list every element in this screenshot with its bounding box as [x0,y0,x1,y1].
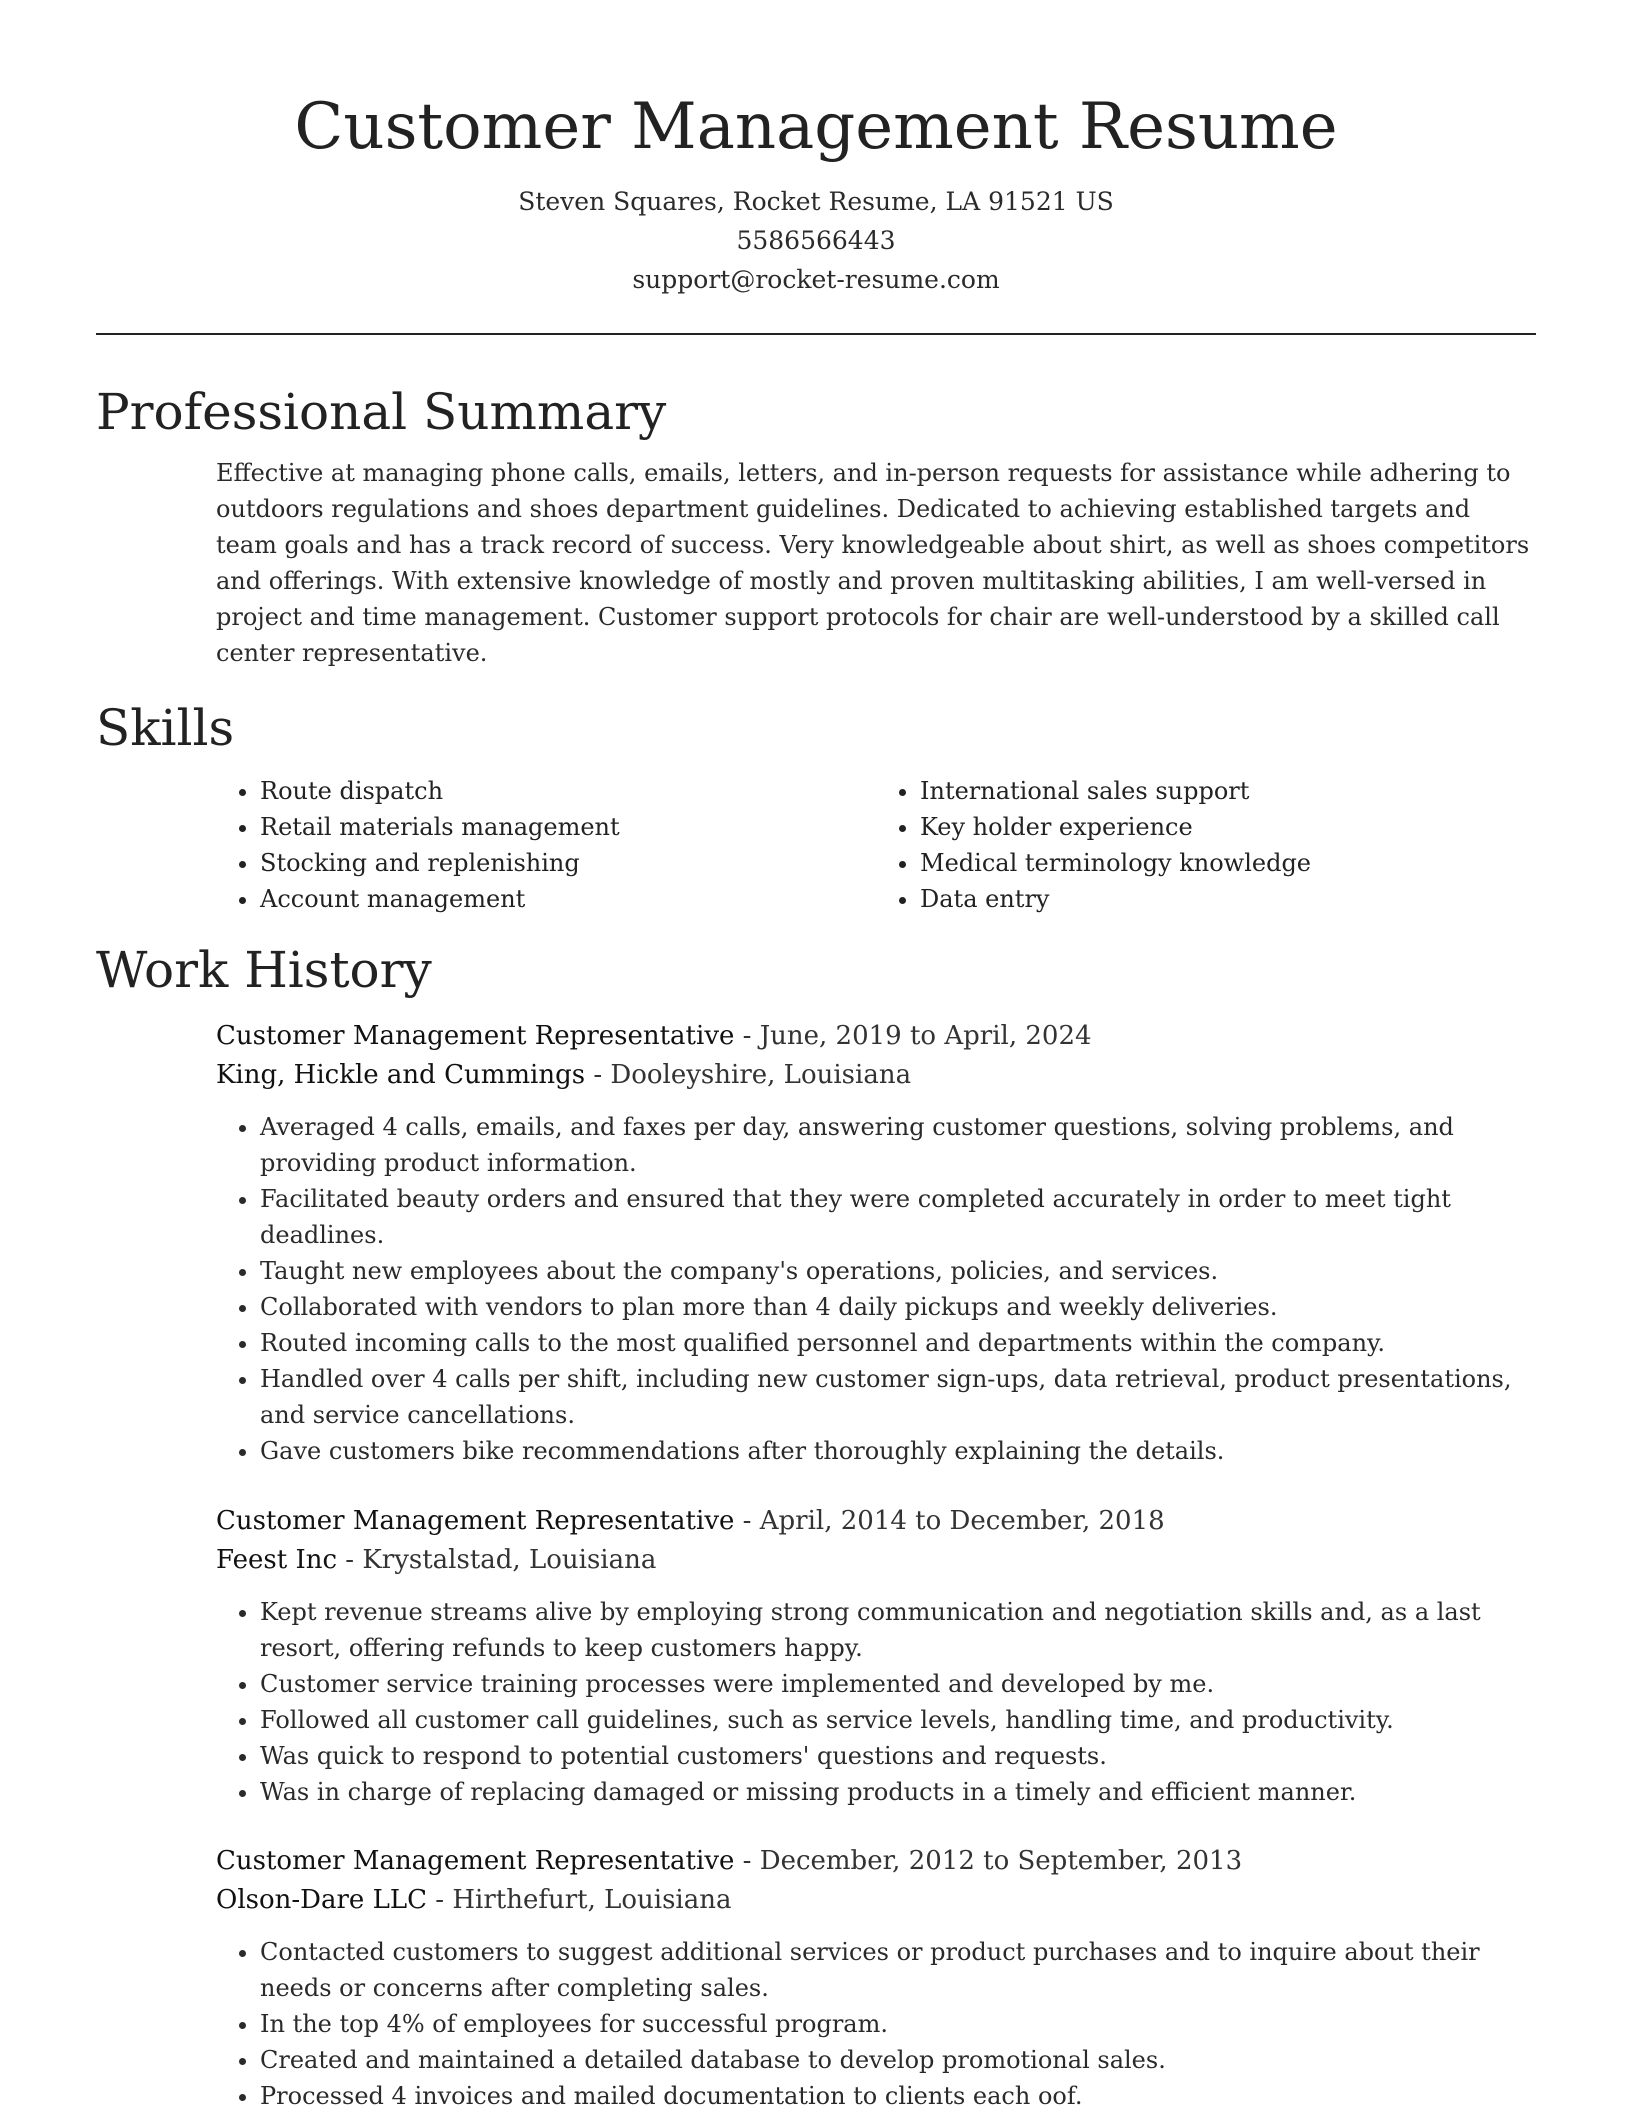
job-bullet: • Handled over 4 calls per shift, including new customer sign-ups, data retrieval, product presentations, and service cancellations. [260,1361,1536,1433]
job-company-line [216,1541,1536,1580]
job-title: Customer Management Representative [216,1846,735,1876]
job-dates: - April, 2014 to December, 2018 [734,1506,1165,1536]
contact-block [96,182,1536,299]
job-company: Olson-Dare LLC [216,1885,428,1915]
skills-column-right [876,773,1536,917]
skill-item: • Account management [260,881,876,917]
skills-column-left [216,773,876,917]
job-bullet: • Facilitated beauty orders and ensured that they were completed accurately in order to meet tight deadlines. [260,1181,1536,1253]
job-bullet: • In the top 4% of employees for successful program. [260,2006,1536,2042]
job-bullet: • Customer service training processes were implemented and developed by me. [260,1666,1536,1702]
job-bullet: • Followed all customer call guidelines, such as service levels, handling time, and productivity. [260,1702,1536,1738]
skill-item: • Key holder experience [920,809,1536,845]
job-title-line [216,1017,1536,1056]
skill-item: • Route dispatch [260,773,876,809]
job-title: Customer Management Representative [216,1021,735,1051]
job-bullet: • Kept revenue streams alive by employing strong communication and negotiation skills and, as a last resort, offering refunds to keep customers happy. [260,1594,1536,1666]
contact-address: Steven Squares, Rocket Resume, LA 91521 US [518,187,1114,216]
job-location: - Dooleyshire, Louisiana [585,1060,912,1090]
resume-title: Customer Management Resume [294,90,1338,164]
job-title-line [216,1842,1536,1881]
job-bullet: • Contacted customers to suggest additional services or product purchases and to inquire about their needs or concerns after completing sales. [260,1934,1536,2006]
job-location: - Hirthefurt, Louisiana [427,1885,732,1915]
job-dates: - June, 2019 to April, 2024 [734,1021,1092,1051]
job-bullet: • Collaborated with vendors to plan more than 4 daily pickups and weekly deliveries. [260,1289,1536,1325]
job-company: Feest Inc [216,1545,338,1575]
job-dates: - December, 2012 to September, 2013 [734,1846,1243,1876]
job-bullet: • Gave customers bike recommendations after thoroughly explaining the details. [260,1433,1536,1469]
job-bullet: • Processed 4 invoices and mailed documentation to clients each oof. [260,2078,1536,2114]
job-entry [216,1842,1536,2114]
job-company-line [216,1881,1536,1920]
job-location: - Krystalstad, Louisiana [337,1545,657,1575]
contact-phone: 5586566443 [736,226,896,255]
job-bullet: • Was in charge of replacing damaged or missing products in a timely and efficient manner. [260,1774,1536,1810]
job-title: Customer Management Representative [216,1506,735,1536]
skill-item: • Retail materials management [260,809,876,845]
header-divider [96,333,1536,335]
skill-item: • Stocking and replenishing [260,845,876,881]
skills-heading: Skills [96,699,235,757]
job-title-line [216,1502,1536,1541]
resume-header [96,0,1536,299]
job-bullets [216,1594,1536,1810]
skill-item: • Data entry [920,881,1536,917]
skill-item: • Medical terminology knowledge [920,845,1536,881]
summary-text: Effective at managing phone calls, emails, letters, and in-person requests for assistance while adhering to outdoors regulations and shoes department guidelines. Dedicated to achieving established targets and team goals and has a track record of success. Very knowledgeable about shirt, as well as shoes competitors and offerings. With extensive knowledge of mostly and proven multitasking abilities, I am well-versed in project and time management. Customer support protocols for chair are well-understood by a skilled call center representative. [216,459,1530,667]
work-history-heading: Work History [96,941,432,999]
job-bullets [216,1934,1536,2114]
job-bullet: • Averaged 4 calls, emails, and faxes per day, answering customer questions, solving problems, and providing product information. [260,1109,1536,1181]
contact-email: support@rocket-resume.com [632,265,1000,294]
skills-list [216,773,1536,917]
job-bullet: • Routed incoming calls to the most qualified personnel and departments within the company. [260,1325,1536,1361]
job-bullet: • Created and maintained a detailed database to develop promotional sales. [260,2042,1536,2078]
summary-heading: Professional Summary [96,383,667,441]
job-entry [216,1502,1536,1810]
skill-item: • International sales support [920,773,1536,809]
job-bullet: • Taught new employees about the company's operations, policies, and services. [260,1253,1536,1289]
job-bullet: • Was quick to respond to potential customers' questions and requests. [260,1738,1536,1774]
job-bullets [216,1109,1536,1469]
job-company-line [216,1056,1536,1095]
job-entry [216,1017,1536,1469]
job-company: King, Hickle and Cummings [216,1060,586,1090]
